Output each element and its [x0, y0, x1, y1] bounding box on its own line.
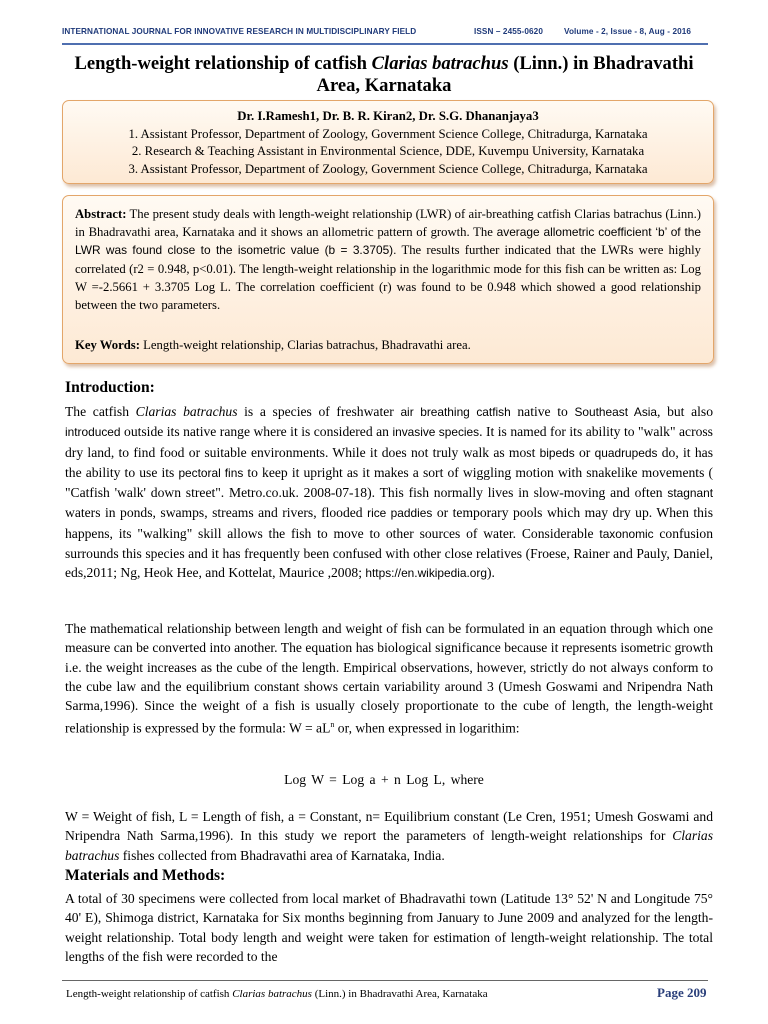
journal-name: INTERNATIONAL JOURNAL FOR INNOVATIVE RESEARCH IN MULTIDISCIPLINARY FIELD: [62, 27, 417, 36]
link-air-breathing-catfish[interactable]: air breathing catfish: [400, 405, 511, 419]
footer-rule: [62, 980, 708, 981]
paper-title: Length-weight relationship of catfish Clarias batrachus (Linn.) in Bhadravathi Area, Karnataka: [74, 53, 694, 96]
methods-heading: Materials and Methods:: [65, 867, 226, 884]
link-invasive-species[interactable]: invasive species: [392, 425, 480, 440]
intro-paragraph-1: The catfish Clarias batrachus is a species of freshwater air breathing catfish native to Southeast Asia, but also introduced outside its native range where it is considered an invasive species. It is named for its ability to "walk" across dry land, to find food or suitable environments. While it does not truly walk as most bipeds or quadrupeds do, it has the ability to use its pectoral fins to keep it upright as it makes a sort of wiggling motion with snakelike movements ( "Catfish 'walk' down street". Metro.co.uk. 2008-07-18). This fish normally lives in slow-moving and often stagnant waters in ponds, swamps, streams and rivers, flooded rice paddies or temporary pools which may dry up. When this happens, its "walking" skill allows the fish to move to other sources of water. Considerable taxonomic confusion surrounds this species and it has frequently been confused with other close relatives (Froese, Rainer and Pauly, Daniel, eds,2011; Ng, Heok Hee, and Kottelat, Maurice ,2008; https://en.wikipedia.org).: [65, 404, 713, 581]
link-bipeds[interactable]: bipeds: [539, 445, 575, 460]
running-header: [62, 27, 708, 41]
link-quadrupeds[interactable]: quadrupeds: [594, 445, 658, 460]
intro-paragraph-3: W = Weight of fish, L = Length of fish, a = Constant, n= Equilibrium constant (Le Cren, 1951; Umesh Goswami and Nripendra Nath Sarma,1996). In this study we report the parameters of length-weight relationships for Clarias batrachus fishes collected from Bhadravathi area of Karnataka, India.: [65, 809, 713, 863]
header-rule: [62, 43, 708, 45]
author-names: Dr. I.Ramesh1, Dr. B. R. Kiran2, Dr. S.G. Dhananjaya3: [237, 109, 539, 123]
link-southeast-asia[interactable]: Southeast Asia: [574, 405, 658, 419]
affiliation-2: 2. Research & Teaching Assistant in Environmental Science, DDE, Kuvempu University, Karnataka: [131, 144, 645, 158]
link-wikipedia[interactable]: https://en.wikipedia.org: [365, 566, 487, 581]
affiliation-3: 3. Assistant Professor, Department of Zoology, Government Science College, Chitradurga, Karnataka: [128, 161, 648, 176]
running-footer: Length-weight relationship of catfish Clarias batrachus (Linn.) in Bhadravathi Area, Karnataka: [66, 988, 488, 1000]
link-rice-paddies[interactable]: rice paddies: [367, 506, 433, 521]
authors-box: [62, 100, 714, 184]
abstract-box: [62, 195, 714, 364]
intro-paragraph-2: The mathematical relationship between length and weight of fish can be formulated in an equation through which one measure can be converted into another. The equation has biological significance because it represents isometric growth i.e. the weight increases as the cube of the length. Empirical observations, however, strictly do not always conform to the cube law and the equilibrium constant shows certain variability around 3 (Umesh Goswami and Nripendra Nath Sarma,1996). Since the weight of a fish is usually closely proportionate to the cube of length, the length-weight relationship is expressed by the formula: $W = aL^n$ or, when expressed in logarithim:: [65, 621, 713, 737]
link-introduced[interactable]: introduced: [65, 425, 121, 440]
methods-paragraph-1: A total of 30 specimens were collected from local market of Bhadravathi town (Latitude 13° 52' N and Longitude 75° 40' E), Shimoga district, Karnataka for Six months beginning from January to June 2009 and analyzed for the length-weight relationship. Total body length and weight were taken for estimation of length-weight relationship. The total lengths of the fish were recorded to the: [65, 891, 713, 964]
link-stagnant[interactable]: stagnant: [667, 486, 713, 501]
volume-issue: Volume - 2, Issue - 8, Aug - 2016: [564, 27, 692, 36]
keywords: Key Words: Length-weight relationship, Clarias batrachus, Bhadravathi area.: [75, 338, 471, 352]
abstract-text: Abstract: The present study deals with length-weight relationship (LWR) of air-breathing catfish Clarias batrachus (Linn.) in Bhadravathi area, Karnataka and it shows an allometric pattern of growth. The average allometric coefficient ‘b’ of the LWR was found close to the isometric value (b = 3.3705). The results further indicated that the LWRs were highly correlated (r2 = 0.948, p<0.01). The length-weight relationship in the logarithmic mode for this fish can be written as: Log W =-2.5661 + 3.3705 Log L. The correlation coefficient (r) was found to be 0.948 which showed a good relationship between the two parameters.: [75, 207, 701, 313]
affiliation-1: 1. Assistant Professor, Department of Zoology, Government Science College, Chitradurga, Karnataka: [128, 126, 648, 141]
link-pectoral-fins[interactable]: pectoral fins: [178, 465, 244, 480]
page-number: Page 209: [657, 985, 707, 1000]
issn: ISSN – 2455-0620: [474, 27, 543, 36]
link-taxonomic[interactable]: taxonomic: [599, 526, 654, 541]
introduction-heading: Introduction:: [65, 379, 155, 396]
log-formula: Log W = Log a + n Log L, where: [284, 772, 484, 787]
